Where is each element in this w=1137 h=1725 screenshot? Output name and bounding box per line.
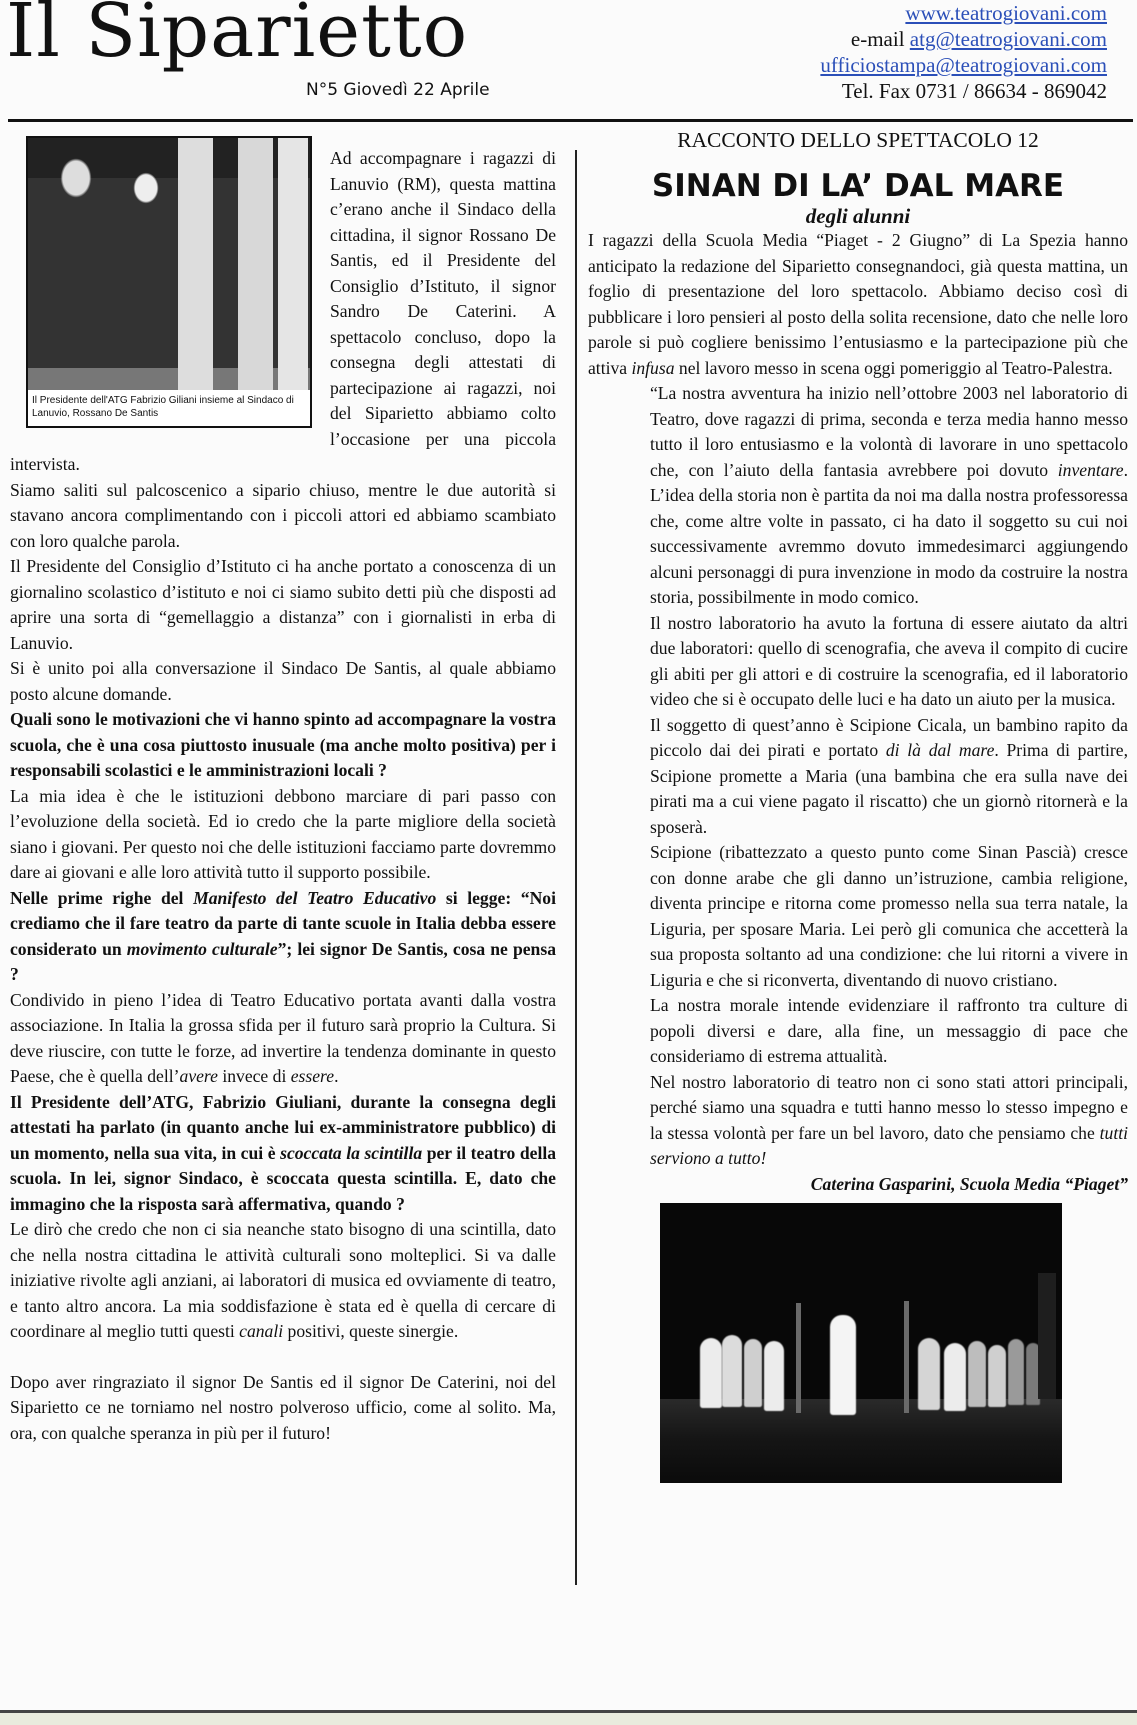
performer-figure (944, 1343, 966, 1411)
press-email-link[interactable]: ufficiostampa@teatrogiovani.com (820, 53, 1107, 77)
text-run: “La nostra avventura ha inizio nell’ottobre 2003 nel laboratorio di Teatro, dove ragazzi di prima, seconda e terza media hanno messo tutto il loro entusiasmo e la volontà di lavorare in uno spettacolo che, con l’aiuto della fantasia avrebbere poi dovuto (650, 383, 1128, 480)
performer-figure (722, 1335, 742, 1407)
performer-figure (918, 1338, 940, 1410)
lead-paragraph: Ad accompagnare i ragazzi di Lanuvio (RM), questa mattina c’erano anche il Sindaco della cittadina, il signor Rossano De Santis, ed il Presidente del Consiglio d’Istituto, il signor Sandro De Caterini. A spettacolo concluso, dopo la consegna degli attestati di partecipazione ai ragazzi, noi del Siparietto abbiamo colto l’occasione per una piccola intervista. (10, 148, 556, 474)
text-run: Le dirò che credo che non ci sia neanche stato bisogno di una scintilla, dato che nella nostra cittadina le attività culturali sono molteplici. Si va dalle iniziative rivolte agli anziani, ai laboratori di musica ed ovviamente di teatro, e tanto altro ancora. La mia soddisfazione è stata ed è quella di cercare di coordinare al meglio tutti questi (10, 1219, 556, 1341)
article-headline: SINAN DI LA’ DAL MARE (651, 168, 1065, 204)
story-paragraph (650, 840, 1128, 993)
column-divider (575, 150, 577, 1585)
article-intro (588, 228, 1128, 381)
stage-floor (660, 1399, 1062, 1483)
email-label: e-mail (850, 27, 905, 51)
website-link[interactable]: www.teatrogiovani.com (905, 1, 1107, 25)
performer-figure (764, 1341, 784, 1411)
emphasis-text: scoccata la scintilla (280, 1142, 423, 1163)
emphasis-text: Manifesto del Teatro Educativo (193, 887, 437, 908)
interview-question: Quali sono le motivazioni che vi hanno spinto ad accompagnare la vostra scuola, che è una cosa piuttosto inusuale (ma anche molto positiva) per i responsabili scolastici e le amministrazioni locali ? (10, 709, 556, 780)
interview-question (10, 1090, 556, 1218)
text-run: Il soggetto di quest’anno è Scipione Cicala, un bambino rapito da piccolo dai dei pirati e portato (650, 714, 1128, 760)
photo-stage-performance (660, 1203, 1062, 1483)
newspaper-title: Il Siparietto (6, 0, 469, 74)
email-link[interactable]: atg@teatrogiovani.com (909, 27, 1107, 51)
text-run: Il Presidente dell’ATG, Fabrizio Giuliani, durante la consegna degli attestati ha parlato (in quanto anche lui ex-amministratore pubblico) di un momento, nella sua vita, in cui è (10, 1091, 556, 1163)
contact-block (820, 0, 1107, 104)
stage-prop-pole (904, 1301, 909, 1413)
interview-answer: La mia idea è che le istituzioni debbono marciare di pari passo con l’evoluzione della società. Ed io credo che la parte migliore della società siano i giovani. Per questo noi che delle istituzioni facciamo parte dovremmo dare ai giovani e alle loro attività tutto il supporto possibile. (10, 785, 556, 882)
text-run: La nostra morale intende evidenziare il raffronto tra culture di popoli diversi e dare, alla fine, un messaggio di pace che consideriamo di estrema attualità. (650, 995, 1128, 1066)
text-run: Nelle prime righe del (10, 887, 194, 908)
interview-answer: Siamo saliti sul palcoscenico a sipario chiuso, mentre le due autorità si stavano ancora complimentando con i piccoli attori ed abbiamo scambiato con loro qualche parola. (10, 479, 556, 551)
header-rule (8, 119, 1133, 122)
text-run: Il nostro laboratorio ha avuto la fortuna di essere aiutato da altri due laboratori: quello di scenografia, che aveva il compito di cucire gli abiti per gli attori e di costruire la scenografia, ed il laboratorio video che si è occupato delle luci e ha dato un aiuto per la musica. (650, 612, 1128, 709)
text-run: . Prima di partire, Scipione promette a Maria (una bambina che era sulla nave dei pirati ma a cui viene pagato il riscatto) che un giornò ritornerà e la sposerà. (650, 740, 1128, 837)
emphasis-text: di là dal mare (885, 740, 995, 760)
interview-body (10, 478, 556, 1447)
stage-curtain (1038, 1273, 1056, 1399)
text-run: Condivido in pieno l’idea di Teatro Educativo portata avanti dalla vostra associazione. In Italia la grossa sfida per il futuro sarà proprio la Cultura. Si deve riuscire, con tutte le forze, ad invertire la tendenza dominante in questo Paese, che è quella dell’ (10, 989, 556, 1086)
interview-answer: Dopo aver ringraziato il signor De Santis ed il signor De Caterini, noi del Siparietto ce ne torniamo nel nostro polveroso ufficio, come al solito. Ma, ora, con qualche speranza in più per il futuro! (10, 1371, 556, 1443)
interview-answer: Si è unito poi alla conversazione il Sindaco De Santis, al quale abbiamo posto alcune domande. (10, 658, 556, 704)
paragraph-spacer (10, 1345, 556, 1370)
photo-figure-mayor (26, 136, 312, 428)
story-paragraph (650, 381, 1128, 611)
text-run: nel lavoro messo in scena oggi pomeriggio al Teatro-Palestra. (674, 357, 1113, 378)
text-run: invece di (217, 1066, 291, 1086)
text-run: ”; lei signor De Santis, cosa ne pensa ? (10, 938, 556, 984)
phone-fax: Tel. Fax 0731 / 86634 - 869042 (841, 79, 1107, 103)
article-byline: degli alunni (805, 204, 911, 228)
story-paragraph (650, 713, 1128, 841)
performer-figure (700, 1338, 722, 1408)
stage-prop-pole (796, 1303, 801, 1413)
story-paragraph (650, 611, 1128, 713)
signature: Caterina Gasparini, Scuola Media “Piaget” (810, 1173, 1128, 1194)
performer-figure (1008, 1339, 1024, 1405)
interview-article (10, 146, 556, 1446)
text-run: Nel nostro laboratorio di teatro non ci sono stati attori principali, perché siamo una squadra e tutti hanno messo lo stesso impegno e la stessa volontà per fare un bel lavoro, dato che pensiamo che (650, 1071, 1128, 1143)
text-run: . (334, 1066, 339, 1086)
performer-figure (968, 1341, 986, 1407)
photo-mayor-and-president (28, 138, 310, 390)
text-run: Scipione (ribattezzato a questo punto come Sinan Pascià) cresce con donne arabe che gli danno un’istruzione, cambia religione, diventa principe e ritorna come promesso nella sua terra natale, la Liguria, per sposare Maria. Lei però gli comunica che accetterà la sua proposta soltanto ad una condizione: che lui ritorni a vivere in Liguria e che si riconverta, diventando di nuovo cristiano. (650, 842, 1128, 990)
emphasis-text: tutti serviono a tutto! (650, 1122, 1128, 1168)
performer-figure-lead (830, 1315, 856, 1415)
emphasis-text: inventare (1057, 459, 1124, 480)
emphasis-text: essere (290, 1066, 335, 1086)
text-run: I ragazzi della Scuola Media “Piaget - 2 Giugno” di La Spezia hanno anticipato la redazione del Siparietto consegnandoci, già questa mattina, un foglio di presentazione del loro spettacolo. Abbiamo deciso così di pubblicare i loro pensieri al posto della solita recensione, dato che nelle loro parole si può cogliere benissimo l’entusiasmo e la partecipazione più che attiva (588, 230, 1128, 378)
performer-figure (744, 1339, 762, 1407)
review-article (588, 126, 1128, 1483)
story-paragraph (650, 1070, 1128, 1172)
interview-answer (10, 1217, 556, 1345)
emphasis-text: canali (239, 1321, 284, 1341)
emphasis-text: avere (179, 1066, 218, 1086)
emphasis-text: movimento culturale (126, 938, 278, 959)
text-run: si legge: “Noi crediamo che il fare teatro da parte di tante scuole in Italia debba essere considerato un (10, 887, 556, 959)
story-paragraph (650, 993, 1128, 1070)
text-run: . L’idea della storia non è partita da noi ma dalla nostra professoressa che, come altre volte in passato, ci ha dato il soggetto su cui noi successivamente avremmo dovuto immedesimarci aggiungendo alcuni personaggi di pura invenzione in modo da costruire la nostra storia, possibilmente in modo comico. (650, 459, 1128, 607)
students-story (650, 381, 1128, 1172)
interview-question (10, 886, 556, 988)
photo-caption: Il Presidente dell'ATG Fabrizio Giliani insieme al Sindaco di Lanuvio, Rossano De Santis (32, 395, 294, 419)
performer-figure (988, 1345, 1006, 1407)
page-bottom-strip (0, 1713, 1137, 1725)
section-label: RACCONTO DELLO SPETTACOLO 12 (677, 128, 1039, 152)
issue-date: N°5 Giovedì 22 Aprile (306, 80, 490, 100)
text-run: per il teatro della scuola. In lei, signor Sindaco, è scoccata questa scintilla. E, dato che immagino che la risposta sarà affermativa, quando ? (10, 1142, 557, 1214)
interview-answer: Il Presidente del Consiglio d’Istituto ci ha anche portato a conoscenza di un giornalino scolastico d’istituto e noi ci siamo subito detti più che disposti ad aprire una sorta di “gemellaggio a distanza” con i giornalisti in erba di Lanuvio. (10, 556, 556, 653)
emphasis-text: infusa (631, 357, 675, 378)
text-run: positivi, queste sinergie. (283, 1321, 459, 1341)
interview-answer (10, 988, 556, 1090)
